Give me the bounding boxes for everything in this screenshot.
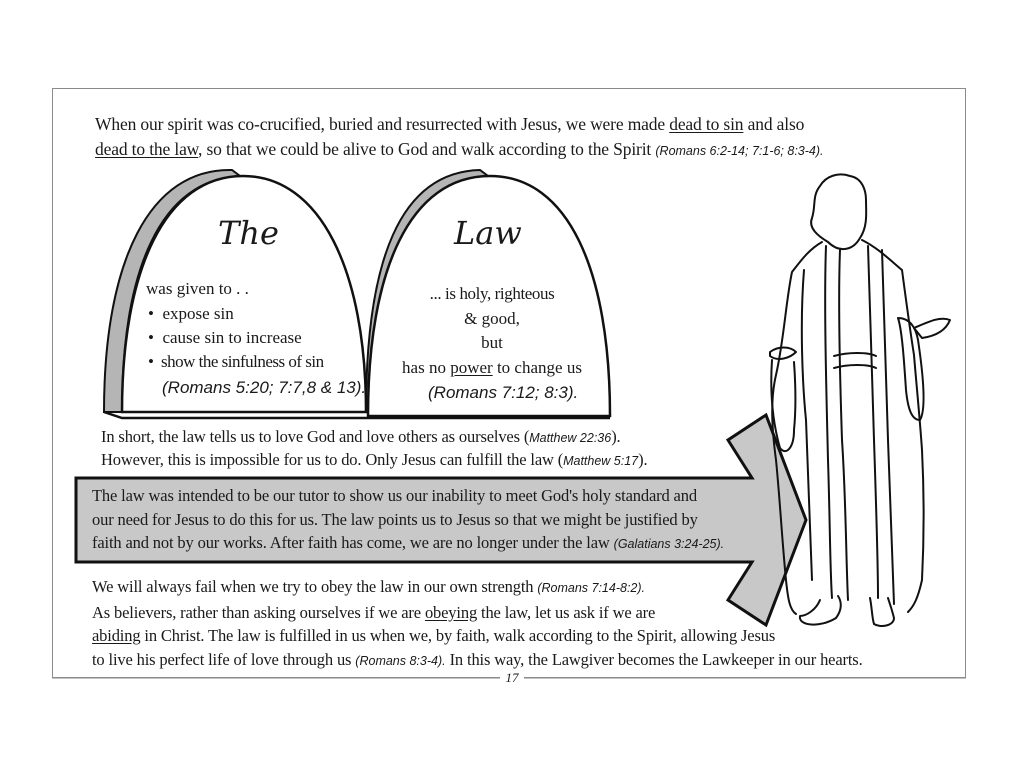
tablet-left-lead: was given to . . bbox=[146, 279, 249, 298]
right-hand bbox=[914, 319, 950, 338]
abiding-underlined: abiding bbox=[92, 626, 141, 645]
obeying-underlined: obeying bbox=[424, 602, 478, 622]
power-underlined: power bbox=[450, 357, 493, 377]
right-foot bbox=[870, 598, 894, 626]
summary-paragraph: In short, the law tells us to love God and love others as ourselves (Matthew 22:36). However, this is impossible for us to do. Only Jesus can fulfill the law (Matthew 5:17). bbox=[101, 427, 648, 469]
intro-line-1: When our spirit was co-crucified, buried and resurrected with Jesus, we were made dead to sin and also bbox=[95, 114, 805, 134]
closing-paragraph: We will always fail when we try to obey the law in our own strength (Romans 7:14-8:2). As believers, rather than asking ourselves if we are obeying the law, let us ask if we are abiding in Christ. The law is fulfilled in us when we, by faith, walk according to the Spirit, allowing Jesus to live his perfect life of love through us (Romans 8:3-4). In this way, the Lawgiver becomes the Lawkeeper in our hearts. bbox=[92, 577, 863, 669]
tablet-left-bullets bbox=[148, 302, 324, 374]
dead-to-sin: dead to sin bbox=[669, 114, 744, 134]
tablet-right-reference: (Romans 7:12; 8:3). bbox=[428, 383, 579, 402]
tablet-right-title: Law bbox=[454, 214, 522, 252]
head-outline bbox=[811, 174, 866, 249]
bullet-item: • expose sin bbox=[148, 304, 234, 323]
tablet-right-text: ... is holy, righteous & good, but has no power to change us bbox=[402, 284, 582, 377]
jesus-figure bbox=[770, 174, 950, 626]
bullet-item: • cause sin to increase bbox=[148, 328, 302, 347]
tablet-left-reference: (Romans 5:20; 7:7,8 & 13). bbox=[162, 378, 367, 397]
tutor-paragraph: The law was intended to be our tutor to show us our inability to meet God's holy standard and our need for Jesus to do this for us. The law points us to Jesus so that we might be justified by faith and not by our works. After faith has come, we are no longer under the law (Galatians 3:24-25). bbox=[92, 486, 725, 552]
intro-paragraph bbox=[95, 112, 824, 164]
intro-reference: (Romans 6:2-14; 7:1-6; 8:3-4). bbox=[655, 144, 824, 158]
left-hand bbox=[770, 348, 796, 359]
tablet-left-title: The bbox=[218, 214, 279, 252]
page-number: 17 bbox=[500, 670, 524, 686]
intro-line-2: dead to the law, so that we could be alive to God and walk according to the Spirit (Romans 6:2-14; 7:1-6; 8:3-4). bbox=[95, 139, 824, 159]
bullet-item: • show the sinfulness of sin bbox=[148, 352, 324, 371]
dead-to-the-law: dead to the law bbox=[95, 139, 199, 159]
